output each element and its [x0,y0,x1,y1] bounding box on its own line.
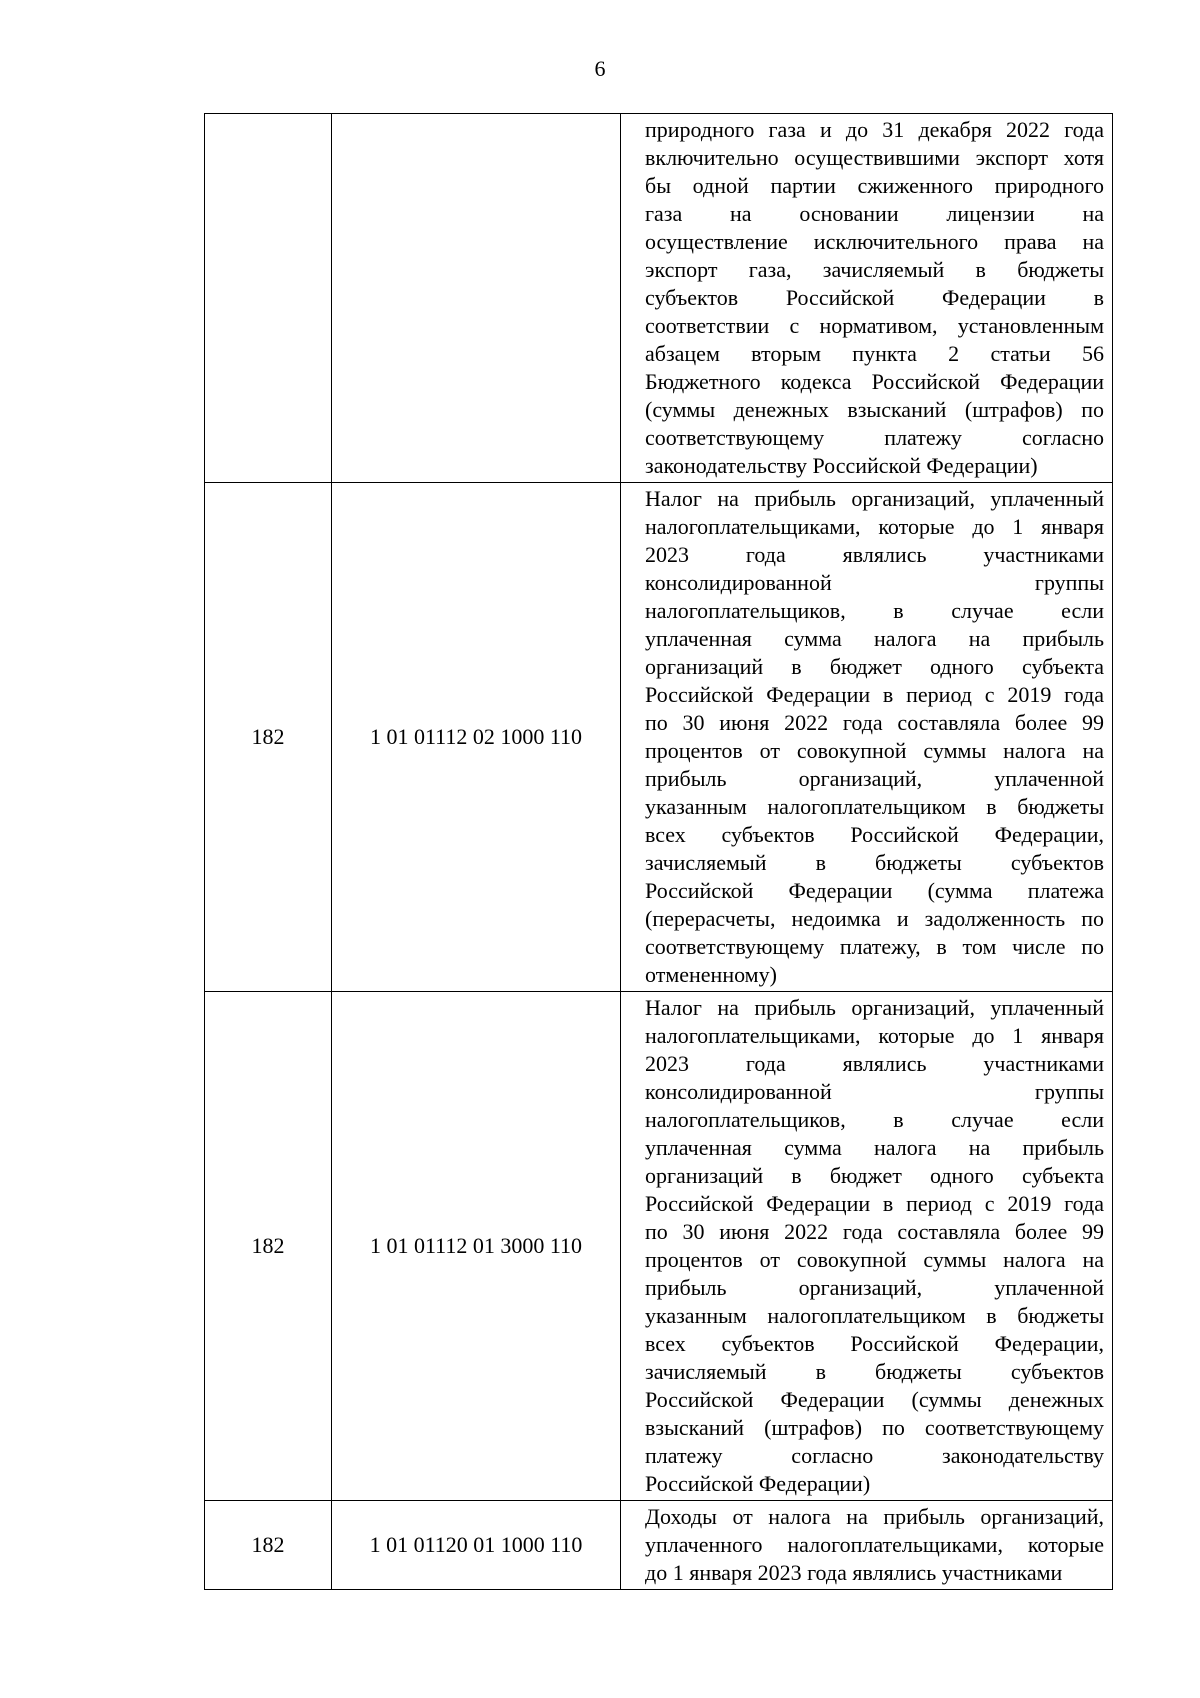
description-line: по 30 июня 2022 года составляла более 99 [645,1219,1104,1244]
description-line: абзацем вторым пункта 2 статьи 56 [645,341,1104,366]
description-cell [621,483,1113,992]
description-line: осуществление исключительного права на [645,229,1104,254]
kbk-code-cell: 1 01 01112 02 1000 110 [332,483,621,992]
description-line: уплаченная сумма налога на прибыль [645,1135,1104,1160]
description-line: зачисляемый в бюджеты субъектов [645,1359,1104,1384]
description-line: консолидированной группы [645,570,1104,595]
description-line: (суммы денежных взысканий (штрафов) по [645,397,1104,422]
description-line: Российской Федерации (суммы денежных [645,1387,1104,1412]
description-line: (перерасчеты, недоимка и задолженность по [645,906,1104,931]
description-line: 2023 года являлись участниками [645,1051,1104,1076]
description-line: Российской Федерации) [645,1471,871,1496]
description-line: уплаченная сумма налога на прибыль [645,626,1104,651]
description-line: отмененному) [645,962,777,987]
description-line: Налог на прибыль организаций, уплаченный [645,486,1104,511]
description-line: консолидированной группы [645,1079,1104,1104]
description-line: всех субъектов Российской Федерации, [645,822,1104,847]
table-row [205,114,1113,483]
description-cell [621,1501,1113,1590]
description-line: организаций в бюджет одного субъекта [645,1163,1104,1188]
description-cell [621,992,1113,1501]
table-row [205,483,1113,992]
description-line: газа на основании лицензии на [645,201,1104,226]
description-line: соответствующему платежу согласно [645,425,1104,450]
description-line: налогоплательщиками, которые до 1 января [645,514,1104,539]
description-line: взысканий (штрафов) по соответствующему [645,1415,1104,1440]
kbk-code-cell: 1 01 01120 01 1000 110 [332,1501,621,1590]
description-line: уплаченного налогоплательщиками, которые [645,1532,1104,1557]
description-line: Российской Федерации в период с 2019 года [645,1191,1104,1216]
description-line: зачисляемый в бюджеты субъектов [645,850,1104,875]
table-body [205,114,1113,1590]
budget-codes-table [204,113,1113,1590]
description-line: соответствии с нормативом, установленным [645,313,1104,338]
table-row [205,1501,1113,1590]
description-cell [621,114,1113,483]
description-line: прибыль организаций, уплаченной [645,766,1104,791]
description-line: бы одной партии сжиженного природного [645,173,1104,198]
kbk-code-cell [332,114,621,483]
admin-code-cell [205,114,332,483]
description-line: соответствующему платежу, в том числе по [645,934,1104,959]
description-line: процентов от совокупной суммы налога на [645,1247,1104,1272]
description-line: Бюджетного кодекса Российской Федерации [645,369,1104,394]
description-line: указанным налогоплательщиком в бюджеты [645,1303,1104,1328]
description-line: Доходы от налога на прибыль организаций, [645,1504,1104,1529]
description-line: Налог на прибыль организаций, уплаченный [645,995,1104,1020]
table-row [205,992,1113,1501]
description-line: платежу согласно законодательству [645,1443,1104,1468]
description-line: налогоплательщиками, которые до 1 января [645,1023,1104,1048]
description-line: Российской Федерации (сумма платежа [645,878,1104,903]
description-line: законодательству Российской Федерации) [645,453,1038,478]
description-line: прибыль организаций, уплаченной [645,1275,1104,1300]
description-line: включительно осуществившими экспорт хотя [645,145,1104,170]
description-line: налогоплательщиков, в случае если [645,1107,1104,1132]
description-line: 2023 года являлись участниками [645,542,1104,567]
description-line: Российской Федерации в период с 2019 года [645,682,1104,707]
description-line: налогоплательщиков, в случае если [645,598,1104,623]
admin-code-cell: 182 [205,483,332,992]
description-line: организаций в бюджет одного субъекта [645,654,1104,679]
description-line: всех субъектов Российской Федерации, [645,1331,1104,1356]
description-line: субъектов Российской Федерации в [645,285,1104,310]
description-line: природного газа и до 31 декабря 2022 года [645,117,1104,142]
description-line: экспорт газа, зачисляемый в бюджеты [645,257,1104,282]
description-line: указанным налогоплательщиком в бюджеты [645,794,1104,819]
description-line: до 1 января 2023 года являлись участниками [645,1560,1063,1585]
description-line: по 30 июня 2022 года составляла более 99 [645,710,1104,735]
page-number: 6 [594,56,606,81]
kbk-code-cell: 1 01 01112 01 3000 110 [332,992,621,1501]
description-line: процентов от совокупной суммы налога на [645,738,1104,763]
admin-code-cell: 182 [205,1501,332,1590]
admin-code-cell: 182 [205,992,332,1501]
